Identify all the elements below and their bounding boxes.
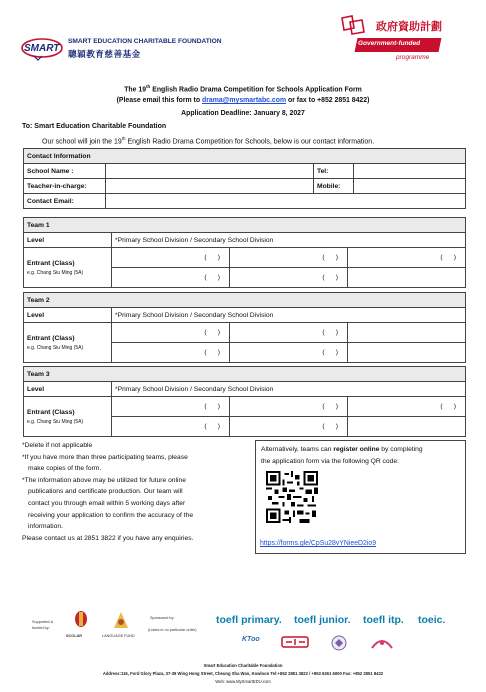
language-fund-label: LANGUAGE FUND	[102, 634, 135, 638]
mobile-field[interactable]	[354, 179, 466, 194]
entrant-field[interactable]: ( )	[230, 268, 348, 288]
division-select[interactable]: *Primary School Division / Secondary School Division	[112, 308, 466, 323]
entrant-field[interactable]	[348, 343, 466, 363]
footer-address: Address:116, Ford Glory Plaza, 37-39 Wing Hong Street, Cheung Sha Wan, Kowloon Tel:+852 2851 3822 / +853 6261 6000 Fax: +852 2851 8422	[102, 671, 384, 676]
team-heading: Team 1	[24, 218, 466, 233]
school-name-field[interactable]	[106, 164, 314, 179]
team-heading: Team 2	[24, 293, 466, 308]
note-delete: *Delete if not applicable	[22, 442, 93, 449]
org-name-en: SMART EDUCATION CHARITABLE FOUNDATION	[68, 38, 222, 45]
tel-label: Tel:	[314, 164, 354, 179]
sponsored-label: Sponsored by:	[150, 616, 175, 620]
government-emblem-icon	[340, 14, 368, 36]
mavi-culture-logo-icon	[368, 634, 396, 652]
note-enquiries: Please contact us at 2851 3822 if you have any enquiries.	[22, 534, 194, 542]
email-instruction: (Please email this form to drama@mysmartabc.com or fax to +852 2851 8422)	[116, 97, 370, 104]
intro-text: Our school will join the 19th English Radio Drama Competition for Schools, below is our contact information.	[42, 136, 375, 146]
school-name-label: School Name :	[24, 164, 106, 179]
sponsor-band	[18, 606, 468, 658]
sponsor-logo-red-icon	[280, 634, 310, 650]
entrant-field[interactable]: ( )	[230, 417, 348, 437]
to-line: To: Smart Education Charitable Foundation	[22, 123, 167, 130]
team-3-table	[23, 366, 466, 437]
supported-label: Supported &	[32, 620, 54, 624]
toeic-logo: toeic.	[418, 614, 446, 626]
svg-text:SMART: SMART	[24, 43, 60, 54]
entrant-field[interactable]: ( )	[112, 417, 230, 437]
entrant-label: Entrant (Class) e.g. Chang Siu Ming (5A)	[24, 248, 112, 288]
government-funded-logo	[340, 14, 450, 72]
mobile-label: Mobile:	[314, 179, 354, 194]
division-select[interactable]: *Primary School Division / Secondary School Division	[112, 233, 466, 248]
entrant-label: Entrant (Class) e.g. Chang Siu Ming (5A)	[24, 323, 112, 363]
note-privacy: *The information above may be utilized for future online	[22, 476, 186, 484]
notes	[22, 440, 250, 544]
toefl-itp-logo: toefl itp.	[363, 614, 404, 626]
scolar-emblem-icon	[70, 610, 92, 630]
gov-programme-word: programme	[396, 54, 430, 61]
note-privacy-cont: contact you through email within 5 working days after	[28, 499, 186, 507]
contact-info-heading: Contact Information	[24, 149, 466, 164]
email-link[interactable]: drama@mysmartabc.com	[201, 97, 287, 104]
form-title: The 19th English Radio Drama Competition for Schools Application Form	[124, 84, 362, 94]
entrant-field[interactable]	[348, 417, 466, 437]
note-copies-cont: make copies of the form.	[28, 465, 102, 473]
tel-field[interactable]	[354, 164, 466, 179]
entrant-field[interactable]: ( )	[230, 323, 348, 343]
foundation-logo	[20, 28, 222, 74]
note-privacy-cont: receiving your application to confirm the accuracy of the	[28, 511, 194, 519]
toefl-primary-logo: toefl primary.	[216, 614, 282, 626]
registration-form-link[interactable]: https://forms.gle/CpSu28vYNieeD2io9	[260, 540, 377, 547]
contact-email-label: Contact Email:	[24, 194, 106, 209]
team-heading: Team 3	[24, 367, 466, 382]
teacher-label: Teacher-in-charge:	[24, 179, 106, 194]
entrant-field[interactable]: ( )	[112, 248, 230, 268]
language-fund-emblem-icon	[110, 610, 132, 630]
gov-programme-zh: 政府資助計劃	[376, 21, 442, 33]
entrant-field[interactable]: ( )	[230, 343, 348, 363]
team-2-table	[23, 292, 466, 363]
gov-programme-en: Government-funded	[358, 40, 421, 47]
contact-info-table	[23, 148, 466, 209]
org-name-zh: 聰穎教育慈善基金	[68, 49, 141, 59]
note-privacy-cont: publications and certificate production. Our team will	[28, 488, 183, 496]
listed-note: (Listed in no particular order)	[148, 628, 197, 632]
entrant-field[interactable]: ( )	[230, 397, 348, 417]
contact-email-field[interactable]	[106, 194, 466, 209]
level-label: Level	[24, 308, 112, 323]
division-select[interactable]: *Primary School Division / Secondary School Division	[112, 382, 466, 397]
teacher-field[interactable]	[106, 179, 314, 194]
level-label: Level	[24, 382, 112, 397]
funded-label: funded by:	[32, 626, 50, 630]
footer-web: Web: www.MySmartEDU.com	[215, 679, 271, 684]
entrant-field[interactable]	[348, 323, 466, 343]
entrant-field[interactable]: ( )	[230, 248, 348, 268]
team-1-table	[23, 217, 466, 288]
qr-code-icon[interactable]	[266, 471, 318, 523]
entrant-field[interactable]: ( )	[348, 248, 466, 268]
entrant-field[interactable]: ( )	[112, 397, 230, 417]
note-copies: *If you have more than three participating teams, please	[22, 453, 188, 461]
entrant-label: Entrant (Class) e.g. Chang Siu Ming (5A)	[24, 397, 112, 437]
toefl-junior-logo: toefl junior.	[294, 614, 351, 626]
entrant-field[interactable]: ( )	[112, 268, 230, 288]
sponsor-emblem-icon	[328, 634, 350, 652]
online-registration-box	[255, 440, 466, 554]
entrant-field[interactable]	[348, 268, 466, 288]
footer-org: Smart Education Charitable Foundation	[203, 663, 283, 668]
level-label: Level	[24, 233, 112, 248]
qr-instructions: Alternatively, teams can register online by completing the application form via the following QR code:	[261, 446, 423, 465]
note-privacy-cont: information.	[28, 523, 63, 531]
application-deadline: Application Deadline: January 8, 2027	[181, 110, 305, 117]
smart-logo-icon	[20, 32, 66, 62]
entrant-field[interactable]: ( )	[348, 397, 466, 417]
entrant-field[interactable]: ( )	[112, 323, 230, 343]
scolar-label: SCOLAR	[66, 634, 83, 638]
ktoo-logo: KToo	[242, 636, 260, 643]
entrant-field[interactable]: ( )	[112, 343, 230, 363]
